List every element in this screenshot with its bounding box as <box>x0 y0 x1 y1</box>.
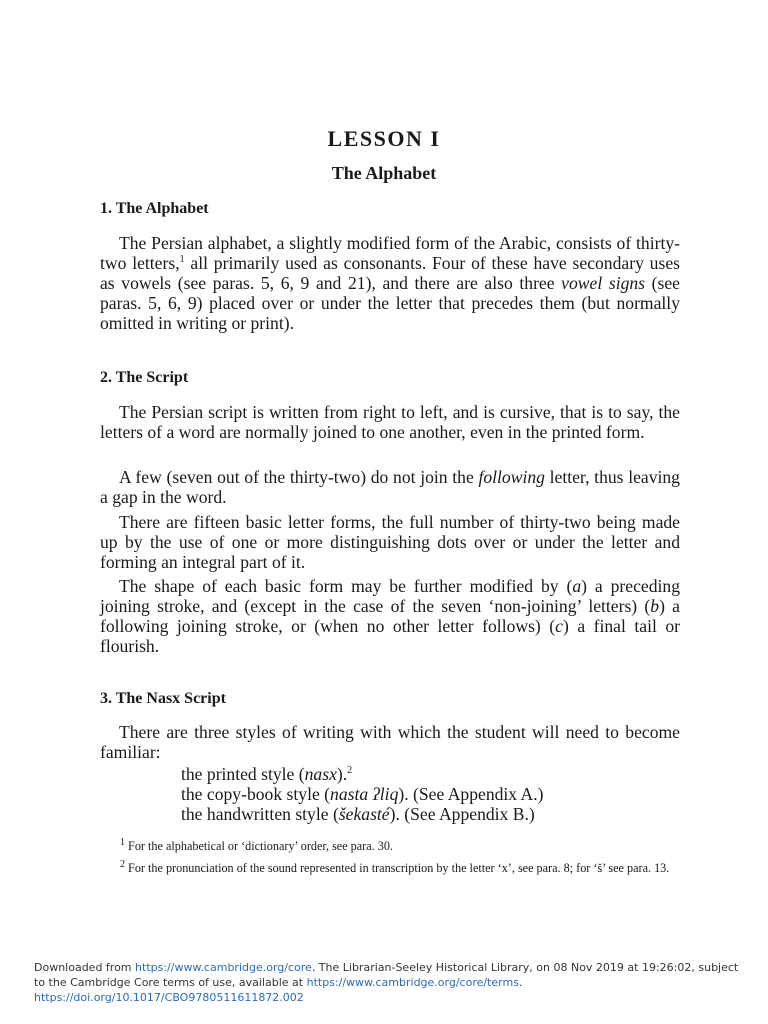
terms-link[interactable]: https://www.cambridge.org/core/terms <box>306 976 519 989</box>
paragraph-alphabet <box>100 233 680 333</box>
paragraph-script-3: There are fifteen basic letter forms, the full number of thirty-two being made up by the use of one or more distinguishing dots over or under the letter and forming an integral part of it. <box>100 512 680 572</box>
footnote-text: For the pronunciation of the sound represented in transcription by the letter ‘x’, see para. 8; for ‘š’ see para. 13. <box>125 861 670 875</box>
text-run: ). <box>336 764 348 784</box>
doi-link[interactable]: https://doi.org/10.1017/CBO9780511611872.002 <box>34 991 304 1004</box>
paragraph-nasx: There are three styles of writing with which the student will need to become familiar: <box>100 722 680 762</box>
text-run: the copy-book style ( <box>181 784 331 804</box>
footnote-2 <box>120 860 680 876</box>
text-run: The Persian alphabet, a slightly modified form of the Arabic, consists of thirty-two letters, <box>100 233 680 273</box>
footer-text: . The Librarian-Seeley Historical Library, on 08 Nov 2019 at 19:26:02, subject to the Cambridge Core terms of use, available at <box>34 961 739 989</box>
text-run: the printed style ( <box>181 764 305 784</box>
list-item <box>181 784 544 804</box>
chapter-subtitle: The Alphabet <box>331 163 437 183</box>
text-run: The shape of each basic form may be further modified by ( <box>119 576 573 596</box>
footnote-1 <box>120 838 680 854</box>
text-run: ). (See Appendix A.) <box>398 784 544 804</box>
download-footer <box>34 960 746 1005</box>
text-run: A few (seven out of the thirty-two) do not join the <box>119 467 479 487</box>
text-run: letter, thus leaving a gap in the word. <box>100 467 680 507</box>
footnote-text: For the alphabetical or ‘dictionary’ order, see para. 30. <box>125 839 393 853</box>
paragraph-script-1: The Persian script is written from right to left, and is cursive, that is to say, the letters of a word are normally joined to one another, even in the printed form. <box>100 402 680 442</box>
italic-text: nasx <box>304 764 337 784</box>
lesson-title: LESSON I <box>327 126 441 151</box>
writing-styles-list <box>181 764 544 824</box>
text-run: ) a final tail or flourish. <box>100 616 680 656</box>
italic-text: šekasté <box>338 804 390 824</box>
italic-text: nasta ʔliq <box>330 784 399 804</box>
text-run: ). (See Appendix B.) <box>389 804 535 824</box>
text-run: ) a following joining stroke, or (when no other letter follows) ( <box>100 596 680 636</box>
footer-text: . <box>518 976 523 989</box>
cambridge-core-link[interactable]: https://www.cambridge.org/core <box>135 961 312 974</box>
footnote-ref: 2 <box>347 765 353 777</box>
italic-text: following <box>478 467 545 487</box>
text-run: the handwritten style ( <box>181 804 339 824</box>
italic-text: c <box>555 616 563 636</box>
text-run: ) a preceding joining stroke, and (except in the case of the seven ‘non-joining’ letters) ( <box>100 576 680 616</box>
section-heading-script: 2. The Script <box>100 369 189 386</box>
list-item <box>181 764 544 784</box>
footer-text: Downloaded from <box>34 961 136 974</box>
footnote-ref: 1 <box>179 254 185 266</box>
italic-text: vowel signs <box>561 273 646 293</box>
footnote-number: 1 <box>120 836 125 848</box>
text-run: all primarily used as consonants. Four of these have secondary uses as vowels (see paras. 5, 6, 9 and 21), and there are also three <box>100 253 680 293</box>
italic-text: a <box>572 576 582 596</box>
section-heading-alphabet: 1. The Alphabet <box>100 200 209 217</box>
paragraph-script-2 <box>100 467 680 507</box>
paragraph-script-4 <box>100 576 680 656</box>
section-heading-nasx-script: 3. The Nasx Script <box>100 690 226 707</box>
italic-text: b <box>650 596 660 616</box>
footnote-number: 2 <box>120 858 125 870</box>
text-run: (see paras. 5, 6, 9) placed over or under the letter that precedes them (but normally omitted in writing or print). <box>100 273 680 333</box>
list-item <box>181 804 544 824</box>
